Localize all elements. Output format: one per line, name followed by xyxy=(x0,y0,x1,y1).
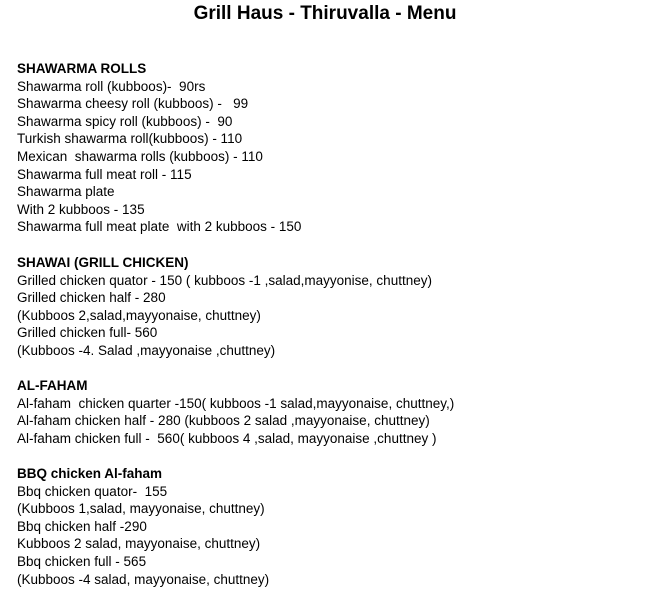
menu-item: Al-faham chicken half - 280 (kubboos 2 salad ,mayyonaise, chuttney) xyxy=(17,413,430,429)
section-shawai-grill-chicken xyxy=(17,254,637,360)
menu-item: Grilled chicken quator - 150 ( kubboos -1 ,salad,mayyonise, chuttney) xyxy=(17,272,432,288)
section-heading: BBQ chicken Al-faham xyxy=(17,466,163,481)
menu-item: Shawarma full meat roll - 115 xyxy=(17,166,192,182)
section-al-faham xyxy=(17,377,637,447)
menu-item: Turkish shawarma roll(kubboos) - 110 xyxy=(17,131,243,147)
menu-item: (Kubboos 1,salad, mayyonaise, chuttney) xyxy=(17,501,265,517)
menu-item: (Kubboos -4. Salad ,mayyonaise ,chuttney) xyxy=(17,342,276,358)
menu-item: Grilled chicken full- 560 xyxy=(17,325,158,341)
menu-item: Shawarma spicy roll (kubboos) - 90 xyxy=(17,113,233,129)
section-bbq-chicken-al-faham xyxy=(17,465,637,588)
menu-item: Shawarma full meat plate with 2 kubboos - 150 xyxy=(17,219,302,235)
menu-item: Bbq chicken half -290 xyxy=(17,518,147,534)
menu-item: Shawarma plate xyxy=(17,184,115,200)
section-heading: SHAWAI (GRILL CHICKEN) xyxy=(17,255,189,270)
menu-item: Shawarma cheesy roll (kubboos) - 99 xyxy=(17,96,249,112)
menu-item: Shawarma roll (kubboos)- 90rs xyxy=(17,78,206,94)
menu-item: Kubboos 2 salad, mayyonaise, chuttney) xyxy=(17,536,261,552)
menu-item: With 2 kubboos - 135 xyxy=(17,201,145,217)
menu-item: Bbq chicken full - 565 xyxy=(17,553,147,569)
section-shawarma-rolls xyxy=(17,60,637,236)
menu-item: (Kubboos 2,salad,mayyonaise, chuttney) xyxy=(17,307,261,323)
section-heading: SHAWARMA ROLLS xyxy=(17,61,147,76)
menu-item: Al-faham chicken full - 560( kubboos 4 ,salad, mayyonaise ,chuttney ) xyxy=(17,430,437,446)
page-title: Grill Haus - Thiruvalla - Menu xyxy=(193,3,457,24)
menu-item: (Kubboos -4 salad, mayyonaise, chuttney) xyxy=(17,571,270,587)
menu-item: Grilled chicken half - 280 xyxy=(17,290,166,306)
menu-item: Al-faham chicken quarter -150( kubboos -1 salad,mayyonaise, chuttney,) xyxy=(17,395,455,411)
section-heading: AL-FAHAM xyxy=(17,378,88,393)
menu-item: Mexican shawarma rolls (kubboos) - 110 xyxy=(17,148,263,164)
menu-item: Bbq chicken quator- 155 xyxy=(17,483,168,499)
